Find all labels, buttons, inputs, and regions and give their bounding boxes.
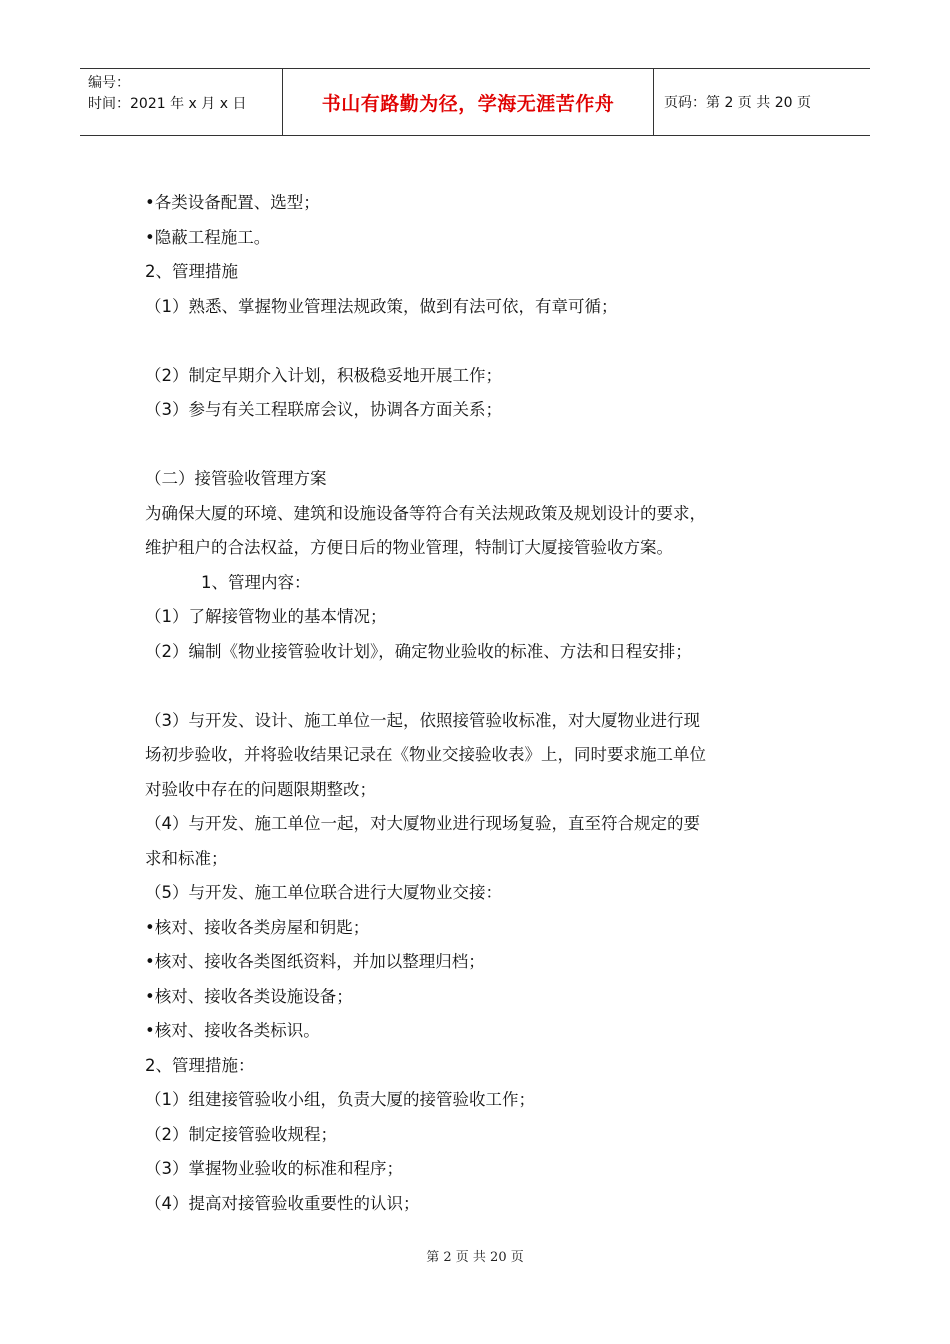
- section-heading-measures-2: 2、管理措施：: [145, 1055, 255, 1075]
- section-heading-content: 1、管理内容：: [201, 572, 311, 592]
- measure-item-2: （2）制定早期介入计划，积极稳妥地开展工作；: [145, 365, 502, 385]
- content-item-4: （4）与开发、施工单位一起，对大厦物业进行现场复验，直至符合规定的要: [145, 814, 700, 833]
- bullet-concealed-works: •隐蔽工程施工。: [145, 227, 271, 247]
- section-heading-measures: 2、管理措施: [145, 262, 238, 281]
- header-meta: [80, 69, 282, 135]
- content-item-4-continued: 求和标准；: [145, 848, 228, 868]
- content-item-3: （3）与开发、设计、施工单位一起，依照接管验收标准，对大厦物业进行现: [145, 710, 700, 730]
- measure2-item-2: （2）制定接管验收规程；: [145, 1124, 337, 1144]
- page-header: [80, 68, 870, 136]
- bullet-equipment-selection: •各类设备配置、选型；: [145, 193, 320, 212]
- bullet-houses-keys: •核对、接收各类房屋和钥匙；: [145, 917, 370, 937]
- content-item-3-continued: 场初步验收，并将验收结果记录在《物业交接验收表》上，同时要求施工单位: [145, 745, 706, 764]
- measure2-item-3: （3）掌握物业验收的标准和程序；: [145, 1159, 403, 1178]
- bullet-drawings: •核对、接收各类图纸资料，并加以整理归档；: [145, 952, 485, 971]
- measure2-item-1: （1）组建接管验收小组，负责大厦的接管验收工作；: [145, 1090, 535, 1109]
- section-heading-acceptance-plan: （二）接管验收管理方案: [145, 469, 327, 488]
- blank-line: [145, 428, 810, 463]
- paragraph-line: 为确保大厦的环境、建筑和设施设备等符合有关法规政策及规划设计的要求，: [145, 503, 706, 523]
- blank-line: [145, 669, 810, 704]
- measure-item-3: （3）参与有关工程联席会议，协调各方面关系；: [145, 400, 502, 419]
- header-page-info: 页码：第 2 页 共 20 页: [664, 95, 811, 111]
- blank-line: [145, 324, 810, 359]
- paragraph-line: 维护租户的合法权益，方便日后的物业管理，特制订大厦接管验收方案。: [145, 538, 673, 557]
- document-date: 时间：2021 年 x 月 x 日: [88, 96, 247, 112]
- measure-item-1: （1）熟悉、掌握物业管理法规政策，做到有法可依，有章可循；: [145, 296, 618, 316]
- content-item-2: （2）编制《物业接管验收计划》，确定物业验收的标准、方法和日程安排；: [145, 641, 692, 661]
- header-motto: 书山有路勤为径，学海无涯苦作舟: [282, 69, 654, 135]
- content-item-3-continued: 对验收中存在的问题限期整改；: [145, 779, 376, 799]
- document-body: [145, 186, 810, 1221]
- measure2-item-4: （4）提高对接管验收重要性的认识；: [145, 1193, 420, 1213]
- content-item-1: （1）了解接管物业的基本情况；: [145, 607, 387, 626]
- content-item-5: （5）与开发、施工单位联合进行大厦物业交接：: [145, 883, 502, 902]
- document-number-label: 编号：: [88, 75, 130, 91]
- bullet-signage: •核对、接收各类标识。: [145, 1021, 320, 1040]
- bullet-facilities: •核对、接收各类设施设备；: [145, 986, 353, 1006]
- page-footer: 第 2 页 共 20 页: [426, 1250, 524, 1265]
